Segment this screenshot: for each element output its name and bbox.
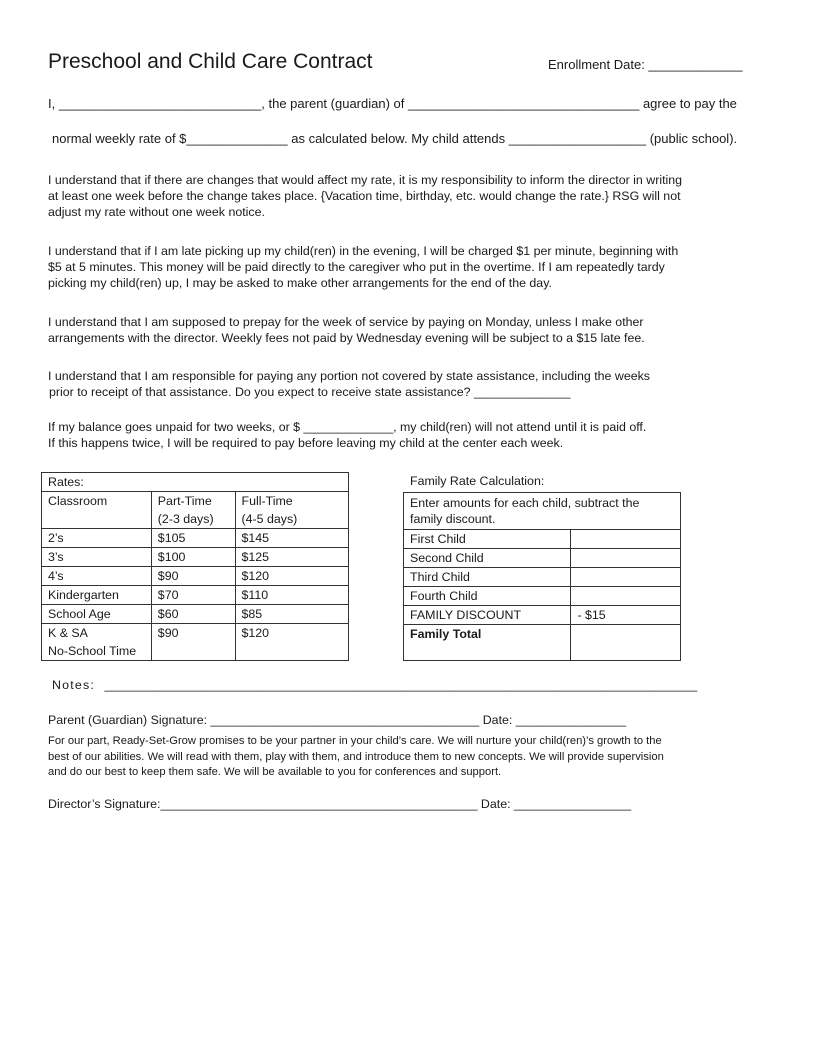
table-cell: $90: [151, 624, 235, 661]
header-line: Part-Time: [157, 494, 212, 508]
table-cell: - $15: [571, 606, 681, 625]
page-title: Preschool and Child Care Contract: [48, 50, 373, 73]
text-line: at least one week before the change takes place. {Vacation time, birthday, etc. would change the rate.} RSG will not: [48, 189, 681, 204]
family-total-amount[interactable]: [571, 625, 681, 661]
text-line: I understand that if I am late picking up my child(ren) in the evening, I will be charged $1 per minute, beginning with: [48, 244, 679, 258]
table-cell: [42, 624, 152, 661]
enrollment-date-field[interactable]: Enrollment Date: _____________: [548, 57, 743, 72]
family-rate-instructions: Enter amounts for each child, subtract the family discount.: [404, 493, 681, 530]
fourth-child-amount[interactable]: [571, 587, 681, 606]
header-line: (4-5 days): [241, 512, 298, 526]
table-row: [42, 586, 349, 605]
table-row: [42, 605, 349, 624]
table-cell: $120: [235, 624, 349, 661]
rates-table: [41, 472, 349, 661]
table-cell: $85: [235, 605, 349, 624]
table-cell: $105: [151, 529, 235, 548]
text-line: $5 at 5 minutes. This money will be paid directly to the caregiver who put in the overtime. If I am repeatedly tardy: [48, 260, 665, 275]
table-row: [404, 568, 681, 587]
prepay-paragraph: [48, 314, 758, 346]
table-cell: School Age: [42, 605, 152, 624]
table-row: [42, 624, 349, 661]
director-signature-field[interactable]: Director’s Signature:______________________________________________ Date: _________________: [48, 797, 632, 811]
text-line: For our part, Ready-Set-Grow promises to be your partner in your child’s care. We will nurture your child(ren)’s growth to the: [48, 735, 662, 747]
text-line: arrangements with the director. Weekly fees not paid by Wednesday evening will be subject to a $15 late fee.: [48, 331, 645, 346]
table-cell: $60: [151, 605, 235, 624]
notes-label: Notes:: [52, 678, 96, 692]
table-cell: 3’s: [42, 548, 152, 567]
table-row: [42, 567, 349, 586]
table-cell: $110: [235, 586, 349, 605]
table-row: [404, 625, 681, 661]
table-cell: Second Child: [404, 549, 571, 568]
table-cell: FAMILY DISCOUNT: [404, 606, 571, 625]
column-header: [235, 492, 349, 529]
family-total-label: Family Total: [404, 625, 571, 661]
notes-field[interactable]: ______________________________________________________________________________________: [104, 678, 698, 692]
table-cell: $125: [235, 548, 349, 567]
column-header: Classroom: [42, 492, 152, 529]
late-pickup-paragraph: [48, 243, 758, 292]
text-line: adjust my rate without one week notice.: [48, 205, 265, 220]
text-line: I understand that I am responsible for paying any portion not covered by state assistance, including the weeks: [48, 369, 650, 383]
header-line: (2-3 days): [157, 512, 214, 526]
header-line: Full-Time: [241, 494, 293, 508]
family-rate-title: Family Rate Calculation:: [410, 474, 545, 488]
table-row: [404, 549, 681, 568]
notes-section: [52, 678, 697, 692]
table-cell: 2’s: [42, 529, 152, 548]
table-cell: $100: [151, 548, 235, 567]
cell-line: K & SA: [48, 626, 88, 640]
table-row: [42, 529, 349, 548]
rates-title: Rates:: [42, 473, 349, 492]
cell-line: No-School Time: [48, 644, 137, 658]
intro-line-1[interactable]: I, ____________________________, the parent (guardian) of ________________________________ agree to pay the: [48, 96, 737, 111]
table-cell: First Child: [404, 530, 571, 549]
unpaid-balance-paragraph: [48, 419, 758, 451]
table-row: [404, 530, 681, 549]
table-cell: 4’s: [42, 567, 152, 586]
state-assistance-paragraph: [48, 368, 758, 400]
table-cell: $145: [235, 529, 349, 548]
intro-line-2[interactable]: normal weekly rate of $______________ as calculated below. My child attends ___________________ (public school).: [52, 131, 738, 146]
text-line: I understand that I am supposed to prepay for the week of service by paying on Monday, unless I make other: [48, 315, 644, 329]
table-cell: Fourth Child: [404, 587, 571, 606]
table-cell: $120: [235, 567, 349, 586]
table-row: [42, 548, 349, 567]
second-child-amount[interactable]: [571, 549, 681, 568]
state-assistance-field[interactable]: prior to receipt of that assistance. Do you expect to receive state assistance? ______________: [49, 385, 571, 400]
table-cell: Kindergarten: [42, 586, 152, 605]
table-cell: Third Child: [404, 568, 571, 587]
third-child-amount[interactable]: [571, 568, 681, 587]
parent-signature-field[interactable]: Parent (Guardian) Signature: _______________________________________ Date: ________________: [48, 713, 627, 727]
table-row: [404, 587, 681, 606]
text-line: I understand that if there are changes that would affect my rate, it is my responsibility to inform the director in writing: [48, 173, 683, 187]
family-rate-table: [403, 492, 681, 661]
promise-paragraph: [48, 734, 768, 781]
text-line: best of our abilities. We will read with them, play with them, and introduce them to new concepts. We will provide supervision: [48, 750, 664, 763]
first-child-amount[interactable]: [571, 530, 681, 549]
table-row: [404, 606, 681, 625]
text-line: and do our best to keep them safe. We will be available to you for conferences and support.: [48, 766, 502, 778]
table-cell: $90: [151, 567, 235, 586]
text-line: If this happens twice, I will be required to pay before leaving my child at the center each week.: [48, 436, 564, 451]
rate-change-paragraph: [48, 172, 758, 221]
balance-field[interactable]: If my balance goes unpaid for two weeks, or $ _____________, my child(ren) will not attend until it is paid off.: [48, 420, 647, 434]
table-cell: $70: [151, 586, 235, 605]
text-line: picking my child(ren) up, I may be asked to make other arrangements for the end of the day.: [48, 276, 552, 291]
column-header: [151, 492, 235, 529]
